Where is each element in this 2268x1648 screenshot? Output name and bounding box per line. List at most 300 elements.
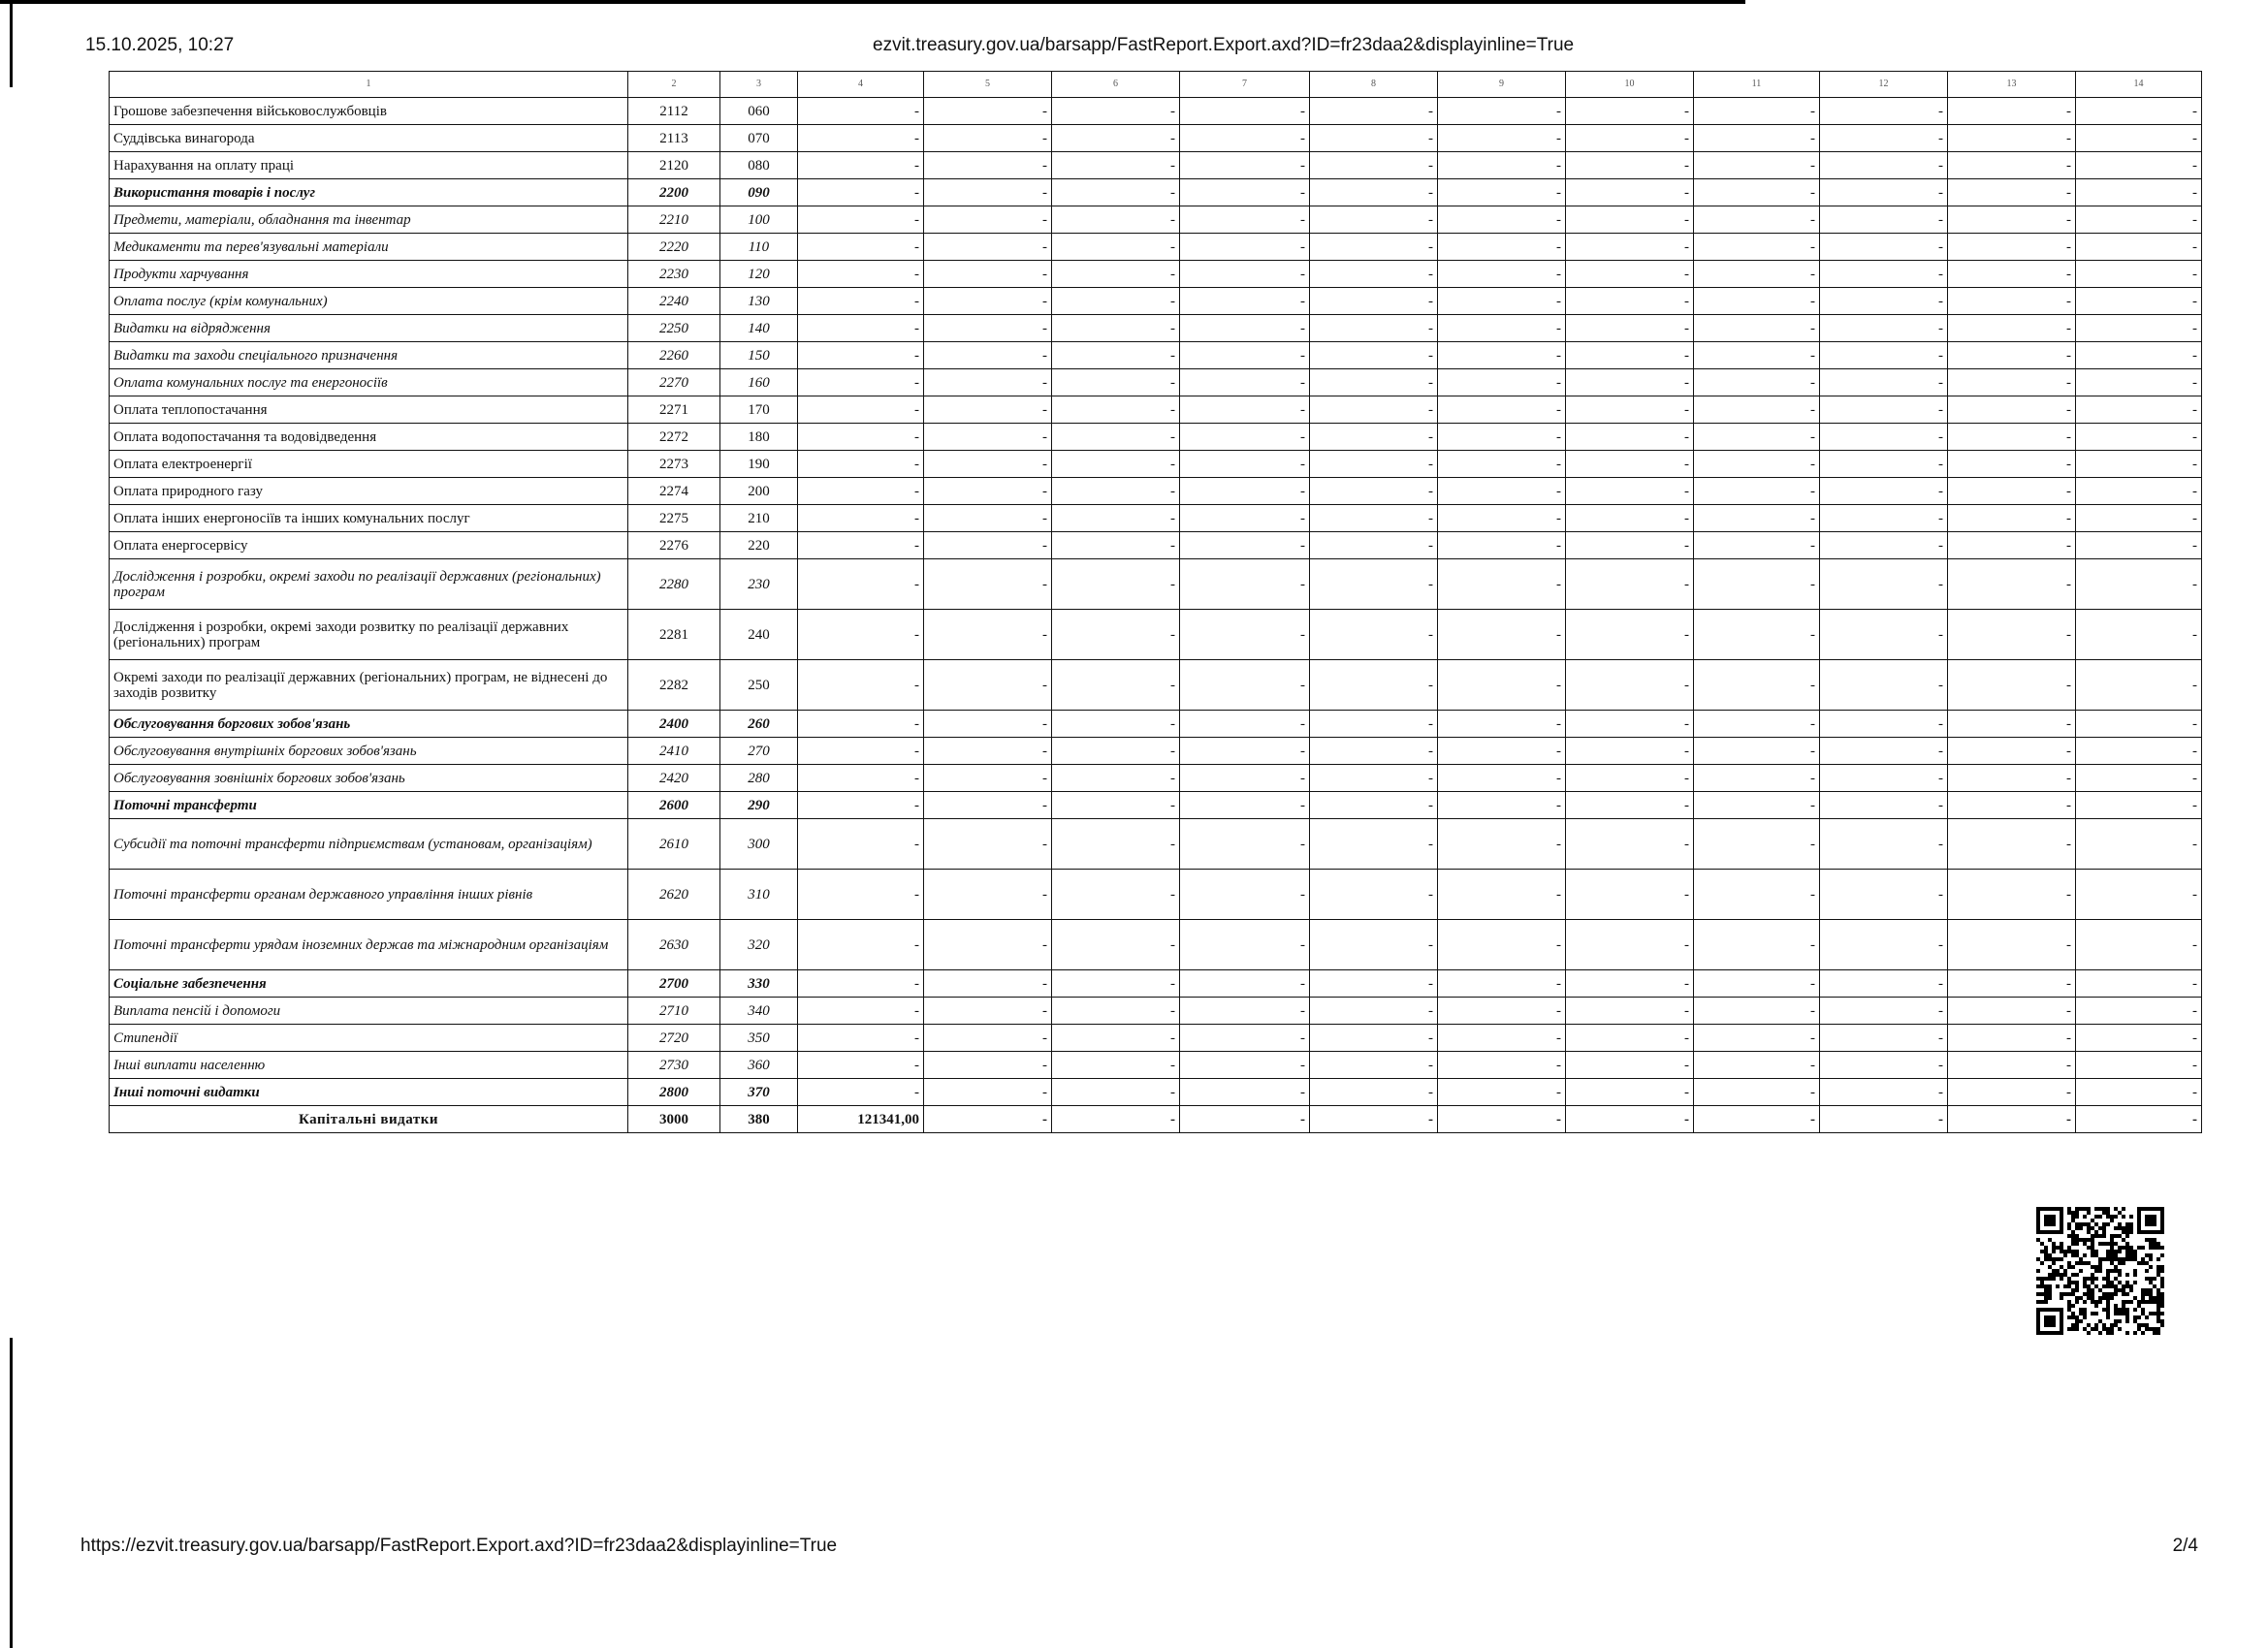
row-value: - bbox=[1566, 870, 1694, 920]
table-row bbox=[110, 206, 2202, 234]
row-name: Дослідження і розробки, окремі заходи по реалізації державних (регіональних) програм bbox=[110, 559, 628, 610]
row-name: Субсидії та поточні трансферти підприємствам (установам, організаціям) bbox=[110, 819, 628, 870]
row-kekv-code: 2271 bbox=[628, 396, 720, 424]
row-line-code: 090 bbox=[720, 179, 798, 206]
row-value: - bbox=[1566, 396, 1694, 424]
row-value: - bbox=[1694, 234, 1820, 261]
row-value: - bbox=[1438, 998, 1566, 1025]
table-row bbox=[110, 1025, 2202, 1052]
row-value: - bbox=[1566, 152, 1694, 179]
row-kekv-code: 2200 bbox=[628, 179, 720, 206]
row-value: - bbox=[1052, 559, 1180, 610]
row-name: Поточні трансферти органам державного управління інших рівнів bbox=[110, 870, 628, 920]
row-value: - bbox=[924, 870, 1052, 920]
row-value: - bbox=[1180, 819, 1310, 870]
row-value: - bbox=[1052, 206, 1180, 234]
row-value: - bbox=[1180, 261, 1310, 288]
row-value: - bbox=[1694, 125, 1820, 152]
table-row bbox=[110, 396, 2202, 424]
row-line-code: 080 bbox=[720, 152, 798, 179]
row-value: - bbox=[798, 505, 924, 532]
row-line-code: 340 bbox=[720, 998, 798, 1025]
row-value: - bbox=[1566, 261, 1694, 288]
row-value: - bbox=[1820, 532, 1948, 559]
row-kekv-code: 2280 bbox=[628, 559, 720, 610]
row-value: - bbox=[2076, 870, 2202, 920]
row-value: - bbox=[798, 98, 924, 125]
row-kekv-code: 2400 bbox=[628, 711, 720, 738]
row-value: - bbox=[1180, 451, 1310, 478]
row-value: - bbox=[1052, 125, 1180, 152]
row-name: Оплата електроенергії bbox=[110, 451, 628, 478]
row-line-code: 170 bbox=[720, 396, 798, 424]
row-value: - bbox=[798, 1025, 924, 1052]
row-value: - bbox=[2076, 920, 2202, 970]
row-value: - bbox=[1438, 532, 1566, 559]
column-number: 6 bbox=[1052, 72, 1180, 98]
row-value: - bbox=[1820, 970, 1948, 998]
row-value: - bbox=[1180, 98, 1310, 125]
row-value: - bbox=[2076, 610, 2202, 660]
row-value: - bbox=[798, 998, 924, 1025]
row-value: - bbox=[1052, 1052, 1180, 1079]
row-value: - bbox=[1180, 478, 1310, 505]
row-value: - bbox=[924, 288, 1052, 315]
row-value: - bbox=[1566, 369, 1694, 396]
row-value: - bbox=[1566, 451, 1694, 478]
row-name: Оплата енергосервісу bbox=[110, 532, 628, 559]
row-value: - bbox=[1820, 424, 1948, 451]
row-value: - bbox=[924, 998, 1052, 1025]
table-row bbox=[110, 792, 2202, 819]
table-row bbox=[110, 559, 2202, 610]
row-value: - bbox=[1180, 288, 1310, 315]
row-value: - bbox=[798, 920, 924, 970]
row-name: Оплата комунальних послуг та енергоносіїв bbox=[110, 369, 628, 396]
row-kekv-code: 2230 bbox=[628, 261, 720, 288]
row-value: - bbox=[1820, 98, 1948, 125]
row-value: - bbox=[924, 819, 1052, 870]
row-value: - bbox=[1310, 711, 1438, 738]
print-datetime: 15.10.2025, 10:27 bbox=[85, 35, 235, 55]
row-value: - bbox=[1948, 125, 2076, 152]
row-value: - bbox=[1694, 559, 1820, 610]
row-value: - bbox=[1310, 610, 1438, 660]
row-value: - bbox=[1180, 152, 1310, 179]
row-value: - bbox=[924, 369, 1052, 396]
row-value: - bbox=[1052, 342, 1180, 369]
row-name: Дослідження і розробки, окремі заходи розвитку по реалізації державних (регіональних) програм bbox=[110, 610, 628, 660]
row-line-code: 240 bbox=[720, 610, 798, 660]
row-line-code: 380 bbox=[720, 1106, 798, 1133]
row-value: - bbox=[2076, 125, 2202, 152]
row-value: - bbox=[1052, 424, 1180, 451]
table-row bbox=[110, 478, 2202, 505]
row-value: - bbox=[798, 152, 924, 179]
row-value: - bbox=[798, 711, 924, 738]
row-value: - bbox=[1820, 478, 1948, 505]
print-url-footer: https://ezvit.treasury.gov.ua/barsapp/FastReport.Export.axd?ID=fr23daa2&displayinline=True bbox=[80, 1536, 838, 1556]
row-name: Видатки на відрядження bbox=[110, 315, 628, 342]
row-kekv-code: 2240 bbox=[628, 288, 720, 315]
row-kekv-code: 2273 bbox=[628, 451, 720, 478]
row-value: - bbox=[1438, 152, 1566, 179]
row-kekv-code: 2600 bbox=[628, 792, 720, 819]
table-row bbox=[110, 505, 2202, 532]
row-value: - bbox=[1310, 559, 1438, 610]
row-value: - bbox=[1948, 424, 2076, 451]
row-value: - bbox=[798, 559, 924, 610]
row-name: Поточні трансферти bbox=[110, 792, 628, 819]
row-kekv-code: 2720 bbox=[628, 1025, 720, 1052]
row-value: - bbox=[1052, 765, 1180, 792]
row-value: - bbox=[2076, 234, 2202, 261]
row-value: - bbox=[1694, 478, 1820, 505]
row-value: - bbox=[798, 451, 924, 478]
row-value: - bbox=[798, 478, 924, 505]
row-value: - bbox=[2076, 315, 2202, 342]
row-name: Оплата водопостачання та водовідведення bbox=[110, 424, 628, 451]
table-row bbox=[110, 819, 2202, 870]
row-value: - bbox=[1310, 998, 1438, 1025]
row-value: - bbox=[1566, 1025, 1694, 1052]
row-value: - bbox=[1820, 1052, 1948, 1079]
table-row bbox=[110, 920, 2202, 970]
column-number: 7 bbox=[1180, 72, 1310, 98]
row-value: - bbox=[1566, 610, 1694, 660]
table-row bbox=[110, 870, 2202, 920]
row-value: - bbox=[1310, 125, 1438, 152]
row-value: - bbox=[1052, 1106, 1180, 1133]
row-value: - bbox=[1180, 738, 1310, 765]
table-row bbox=[110, 660, 2202, 711]
row-value: - bbox=[1438, 1052, 1566, 1079]
row-name: Грошове забезпечення військовослужбовців bbox=[110, 98, 628, 125]
row-value: - bbox=[1948, 559, 2076, 610]
row-value: - bbox=[1180, 970, 1310, 998]
row-value: - bbox=[1438, 315, 1566, 342]
row-value: - bbox=[1694, 1025, 1820, 1052]
row-value: - bbox=[1694, 424, 1820, 451]
row-value: - bbox=[1820, 870, 1948, 920]
row-value: - bbox=[924, 261, 1052, 288]
row-value: - bbox=[924, 660, 1052, 711]
row-value: - bbox=[798, 792, 924, 819]
column-number: 12 bbox=[1820, 72, 1948, 98]
table-row bbox=[110, 1079, 2202, 1106]
row-kekv-code: 2620 bbox=[628, 870, 720, 920]
row-value: - bbox=[1948, 315, 2076, 342]
qr-code-icon bbox=[2036, 1207, 2164, 1335]
row-line-code: 320 bbox=[720, 920, 798, 970]
row-value: - bbox=[1180, 1106, 1310, 1133]
row-name: Використання товарів і послуг bbox=[110, 179, 628, 206]
row-value: - bbox=[1948, 610, 2076, 660]
row-value: - bbox=[1180, 1079, 1310, 1106]
row-value: - bbox=[1052, 505, 1180, 532]
row-value: - bbox=[2076, 342, 2202, 369]
row-value: - bbox=[924, 505, 1052, 532]
row-value: - bbox=[1310, 819, 1438, 870]
row-line-code: 250 bbox=[720, 660, 798, 711]
row-value: - bbox=[1948, 738, 2076, 765]
row-value: - bbox=[1180, 315, 1310, 342]
row-value: - bbox=[1948, 396, 2076, 424]
row-value: - bbox=[924, 179, 1052, 206]
row-value: - bbox=[1438, 870, 1566, 920]
row-line-code: 270 bbox=[720, 738, 798, 765]
row-value: - bbox=[1052, 396, 1180, 424]
row-name: Суддівська винагорода bbox=[110, 125, 628, 152]
row-value: - bbox=[1438, 711, 1566, 738]
row-value: - bbox=[1180, 610, 1310, 660]
row-name: Обслуговування внутрішніх боргових зобов'язань bbox=[110, 738, 628, 765]
row-value: 121341,00 bbox=[798, 1106, 924, 1133]
row-name: Обслуговування боргових зобов'язань bbox=[110, 711, 628, 738]
row-kekv-code: 2800 bbox=[628, 1079, 720, 1106]
row-value: - bbox=[1694, 505, 1820, 532]
row-value: - bbox=[1566, 125, 1694, 152]
row-value: - bbox=[2076, 261, 2202, 288]
row-value: - bbox=[1052, 179, 1180, 206]
row-value: - bbox=[1566, 315, 1694, 342]
row-value: - bbox=[1438, 1106, 1566, 1133]
row-value: - bbox=[1310, 970, 1438, 998]
column-number: 1 bbox=[110, 72, 628, 98]
row-value: - bbox=[1310, 920, 1438, 970]
row-name: Оплата послуг (крім комунальних) bbox=[110, 288, 628, 315]
row-value: - bbox=[924, 920, 1052, 970]
row-value: - bbox=[798, 206, 924, 234]
table-row bbox=[110, 532, 2202, 559]
row-value: - bbox=[924, 765, 1052, 792]
row-value: - bbox=[2076, 478, 2202, 505]
row-value: - bbox=[1694, 1079, 1820, 1106]
row-value: - bbox=[1948, 342, 2076, 369]
row-value: - bbox=[798, 870, 924, 920]
row-value: - bbox=[1566, 711, 1694, 738]
row-value: - bbox=[2076, 206, 2202, 234]
row-value: - bbox=[1310, 660, 1438, 711]
row-value: - bbox=[1566, 1106, 1694, 1133]
row-value: - bbox=[1948, 179, 2076, 206]
scan-edge-left-lower bbox=[10, 1338, 13, 1648]
row-kekv-code: 2700 bbox=[628, 970, 720, 998]
row-value: - bbox=[1820, 1025, 1948, 1052]
row-value: - bbox=[1310, 532, 1438, 559]
row-value: - bbox=[924, 792, 1052, 819]
row-value: - bbox=[1310, 98, 1438, 125]
row-value: - bbox=[1310, 179, 1438, 206]
row-value: - bbox=[1948, 532, 2076, 559]
row-value: - bbox=[1948, 998, 2076, 1025]
row-value: - bbox=[2076, 998, 2202, 1025]
row-value: - bbox=[924, 152, 1052, 179]
row-value: - bbox=[1310, 152, 1438, 179]
column-number: 11 bbox=[1694, 72, 1820, 98]
row-value: - bbox=[798, 424, 924, 451]
row-value: - bbox=[1694, 206, 1820, 234]
row-value: - bbox=[1310, 478, 1438, 505]
column-number: 3 bbox=[720, 72, 798, 98]
row-line-code: 110 bbox=[720, 234, 798, 261]
row-value: - bbox=[1438, 288, 1566, 315]
row-value: - bbox=[2076, 1025, 2202, 1052]
row-value: - bbox=[1820, 610, 1948, 660]
row-value: - bbox=[924, 1079, 1052, 1106]
row-kekv-code: 2260 bbox=[628, 342, 720, 369]
column-number: 10 bbox=[1566, 72, 1694, 98]
row-value: - bbox=[1438, 369, 1566, 396]
row-value: - bbox=[2076, 1079, 2202, 1106]
row-value: - bbox=[1566, 998, 1694, 1025]
row-name: Соціальне забезпечення bbox=[110, 970, 628, 998]
row-value: - bbox=[1180, 179, 1310, 206]
column-number: 2 bbox=[628, 72, 720, 98]
row-kekv-code: 3000 bbox=[628, 1106, 720, 1133]
row-value: - bbox=[798, 765, 924, 792]
row-value: - bbox=[1180, 870, 1310, 920]
row-line-code: 150 bbox=[720, 342, 798, 369]
row-value: - bbox=[1052, 1079, 1180, 1106]
row-value: - bbox=[1820, 1079, 1948, 1106]
scan-edge-left bbox=[10, 0, 13, 87]
row-value: - bbox=[1566, 660, 1694, 711]
row-value: - bbox=[1310, 451, 1438, 478]
row-name: Інші виплати населенню bbox=[110, 1052, 628, 1079]
row-value: - bbox=[798, 819, 924, 870]
row-value: - bbox=[1948, 206, 2076, 234]
row-value: - bbox=[1820, 792, 1948, 819]
row-value: - bbox=[1052, 152, 1180, 179]
row-name: Обслуговування зовнішніх боргових зобов'язань bbox=[110, 765, 628, 792]
page-number: 2/4 bbox=[2172, 1536, 2198, 1556]
row-name: Видатки та заходи спеціального призначення bbox=[110, 342, 628, 369]
row-value: - bbox=[1694, 920, 1820, 970]
row-line-code: 190 bbox=[720, 451, 798, 478]
row-value: - bbox=[2076, 819, 2202, 870]
row-value: - bbox=[1820, 369, 1948, 396]
row-value: - bbox=[1310, 261, 1438, 288]
row-value: - bbox=[1310, 1052, 1438, 1079]
row-name: Медикаменти та перев'язувальні матеріали bbox=[110, 234, 628, 261]
row-value: - bbox=[1566, 478, 1694, 505]
row-name: Виплата пенсій і допомоги bbox=[110, 998, 628, 1025]
row-kekv-code: 2113 bbox=[628, 125, 720, 152]
row-line-code: 310 bbox=[720, 870, 798, 920]
row-value: - bbox=[1820, 152, 1948, 179]
row-value: - bbox=[1820, 738, 1948, 765]
row-value: - bbox=[1180, 920, 1310, 970]
row-kekv-code: 2420 bbox=[628, 765, 720, 792]
row-value: - bbox=[1180, 125, 1310, 152]
row-name: Оплата природного газу bbox=[110, 478, 628, 505]
row-value: - bbox=[1694, 261, 1820, 288]
row-value: - bbox=[1310, 288, 1438, 315]
row-value: - bbox=[1694, 152, 1820, 179]
row-value: - bbox=[1820, 451, 1948, 478]
row-value: - bbox=[1438, 1025, 1566, 1052]
row-value: - bbox=[1180, 711, 1310, 738]
row-value: - bbox=[1052, 261, 1180, 288]
row-value: - bbox=[1052, 998, 1180, 1025]
row-value: - bbox=[1566, 98, 1694, 125]
row-value: - bbox=[1052, 660, 1180, 711]
row-value: - bbox=[1438, 738, 1566, 765]
row-value: - bbox=[1566, 970, 1694, 998]
row-value: - bbox=[1180, 396, 1310, 424]
row-name: Оплата теплопостачання bbox=[110, 396, 628, 424]
row-value: - bbox=[1180, 1025, 1310, 1052]
row-value: - bbox=[2076, 1052, 2202, 1079]
row-value: - bbox=[1438, 1079, 1566, 1106]
row-value: - bbox=[798, 532, 924, 559]
row-value: - bbox=[1948, 1079, 2076, 1106]
row-name: Оплата інших енергоносіїв та інших комунальних послуг bbox=[110, 505, 628, 532]
row-value: - bbox=[1948, 970, 2076, 998]
row-line-code: 180 bbox=[720, 424, 798, 451]
row-value: - bbox=[1566, 1052, 1694, 1079]
row-value: - bbox=[2076, 738, 2202, 765]
row-value: - bbox=[1694, 288, 1820, 315]
row-value: - bbox=[1694, 98, 1820, 125]
row-kekv-code: 2250 bbox=[628, 315, 720, 342]
row-value: - bbox=[1310, 765, 1438, 792]
row-value: - bbox=[1052, 369, 1180, 396]
row-name: Капітальні видатки bbox=[110, 1106, 628, 1133]
row-value: - bbox=[1052, 315, 1180, 342]
row-value: - bbox=[1310, 342, 1438, 369]
row-value: - bbox=[1310, 206, 1438, 234]
row-value: - bbox=[798, 369, 924, 396]
table-row bbox=[110, 369, 2202, 396]
row-name: Нарахування на оплату праці bbox=[110, 152, 628, 179]
row-value: - bbox=[1438, 206, 1566, 234]
row-value: - bbox=[798, 179, 924, 206]
row-value: - bbox=[1310, 396, 1438, 424]
row-value: - bbox=[1438, 792, 1566, 819]
row-value: - bbox=[2076, 369, 2202, 396]
row-value: - bbox=[1180, 559, 1310, 610]
row-value: - bbox=[924, 610, 1052, 660]
row-value: - bbox=[1820, 342, 1948, 369]
row-value: - bbox=[1694, 179, 1820, 206]
row-value: - bbox=[924, 342, 1052, 369]
row-value: - bbox=[1180, 206, 1310, 234]
row-value: - bbox=[924, 206, 1052, 234]
row-value: - bbox=[1052, 478, 1180, 505]
row-value: - bbox=[798, 1079, 924, 1106]
row-value: - bbox=[798, 234, 924, 261]
row-value: - bbox=[1438, 179, 1566, 206]
row-value: - bbox=[1438, 261, 1566, 288]
row-value: - bbox=[1694, 738, 1820, 765]
row-value: - bbox=[1694, 315, 1820, 342]
row-value: - bbox=[1180, 342, 1310, 369]
row-value: - bbox=[1438, 610, 1566, 660]
row-value: - bbox=[1310, 1079, 1438, 1106]
row-value: - bbox=[2076, 152, 2202, 179]
row-value: - bbox=[1052, 288, 1180, 315]
row-value: - bbox=[1820, 206, 1948, 234]
row-value: - bbox=[1052, 234, 1180, 261]
row-value: - bbox=[1438, 98, 1566, 125]
row-value: - bbox=[798, 738, 924, 765]
row-value: - bbox=[1310, 505, 1438, 532]
table-row bbox=[110, 288, 2202, 315]
row-value: - bbox=[1438, 505, 1566, 532]
row-name: Окремі заходи по реалізації державних (регіональних) програм, не віднесені до заходів розвитку bbox=[110, 660, 628, 711]
